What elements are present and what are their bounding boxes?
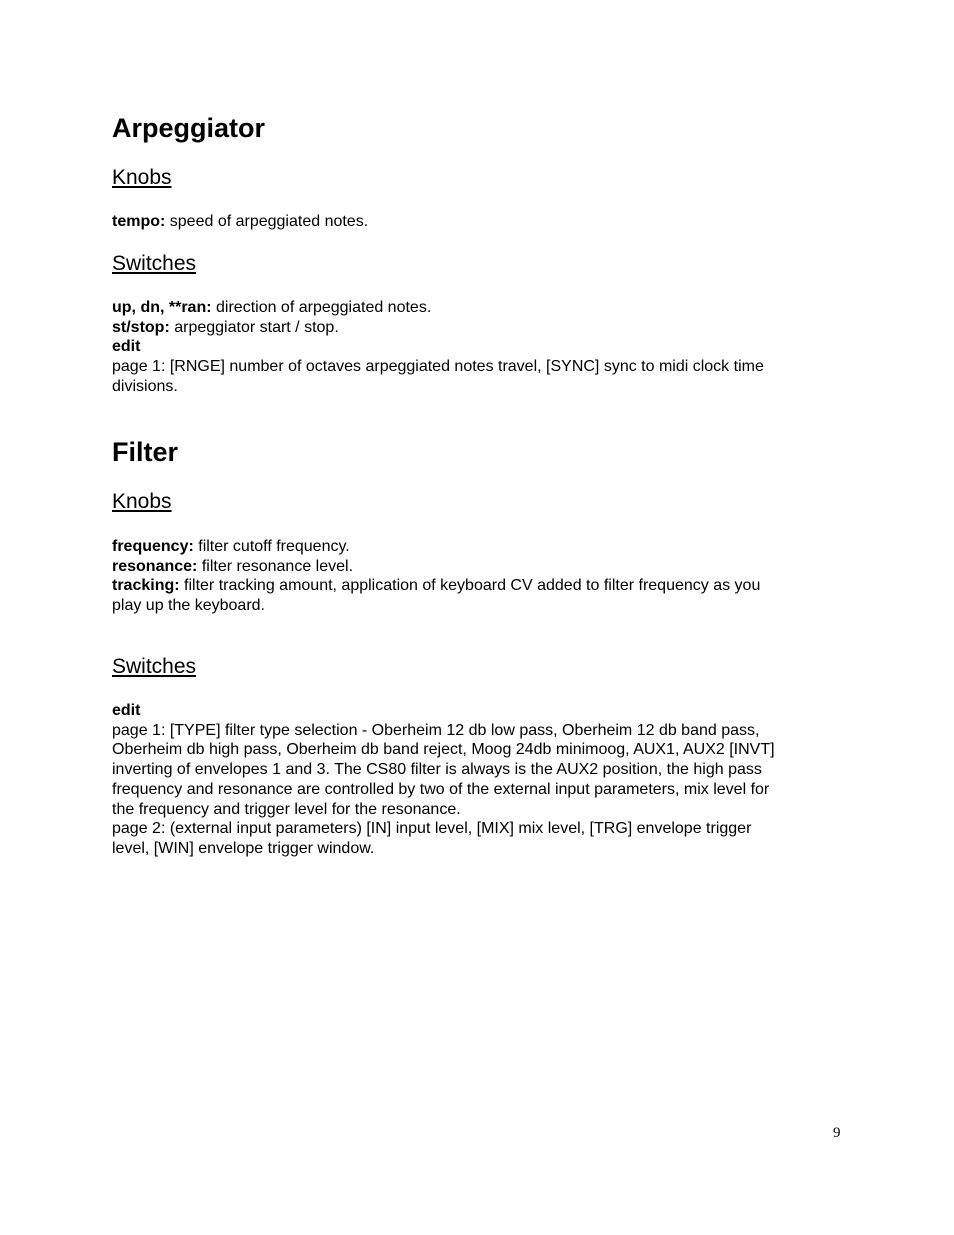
resonance-entry xyxy=(112,557,842,577)
tracking-term: tracking: xyxy=(112,577,180,595)
direction-description: direction of arpeggiated notes. xyxy=(211,299,432,316)
frequency-description: filter cutoff frequency. xyxy=(193,538,350,555)
direction-term: up, dn, **ran: xyxy=(112,299,212,316)
tempo-entry xyxy=(112,212,842,232)
filter-edit-line: page 1: [TYPE] filter type selection - Oberheim 12 db low pass, Oberheim 12 db band pass, xyxy=(112,721,760,739)
ststop-description: arpeggiator start / stop. xyxy=(169,318,339,336)
resonance-term: resonance: xyxy=(112,557,198,575)
arpeggiator-edit-page1-line2: divisions. xyxy=(112,377,178,395)
filter-edit-line: inverting of envelopes 1 and 3. The CS80 filter is always is the AUX2 position, the high pass xyxy=(112,761,762,779)
frequency-entry xyxy=(112,537,842,557)
arpeggiator-knobs-list xyxy=(112,212,842,232)
filter-edit-line: page 2: (external input parameters) [IN] input level, [MIX] mix level, [TRG] envelope trigger xyxy=(112,820,752,838)
filter-knobs-heading: Knobs xyxy=(112,490,172,513)
tempo-term: tempo: xyxy=(112,213,166,230)
resonance-description: filter resonance level. xyxy=(197,557,354,575)
filter-switches-list xyxy=(112,701,842,859)
tracking-description-cont: play up the keyboard. xyxy=(112,597,265,615)
filter-heading: Filter xyxy=(112,437,179,467)
filter-switches-heading: Switches xyxy=(112,655,197,678)
direction-entry xyxy=(112,298,842,318)
arpeggiator-switches-heading: Switches xyxy=(112,252,197,275)
filter-edit-line: level, [WIN] envelope trigger window. xyxy=(112,839,375,857)
arpeggiator-knobs-heading: Knobs xyxy=(112,166,172,189)
arpeggiator-switches-list xyxy=(112,298,842,397)
tracking-entry xyxy=(112,576,842,596)
filter-knobs-list xyxy=(112,537,842,616)
filter-edit-line: frequency and resonance are controlled by two of the external input parameters, mix level for xyxy=(112,780,770,798)
arpeggiator-heading: Arpeggiator xyxy=(112,113,266,143)
page-number: 9 xyxy=(833,1125,841,1141)
arpeggiator-edit-page1-line1: page 1: [RNGE] number of octaves arpeggiated notes travel, [SYNC] sync to midi clock time xyxy=(112,358,764,376)
tempo-description: speed of arpeggiated notes. xyxy=(165,213,369,230)
filter-edit-line: Oberheim db high pass, Oberheim db band reject, Moog 24db minimoog, AUX1, AUX2 [INVT] xyxy=(112,741,775,759)
frequency-term: frequency: xyxy=(112,538,194,555)
filter-edit-term: edit xyxy=(112,702,141,719)
arpeggiator-edit-term: edit xyxy=(112,338,141,356)
filter-edit-line: the frequency and trigger level for the resonance. xyxy=(112,800,461,818)
ststop-term: st/stop: xyxy=(112,318,170,336)
tracking-description: filter tracking amount, application of keyboard CV added to filter frequency as you xyxy=(179,577,761,595)
ststop-entry xyxy=(112,318,842,338)
